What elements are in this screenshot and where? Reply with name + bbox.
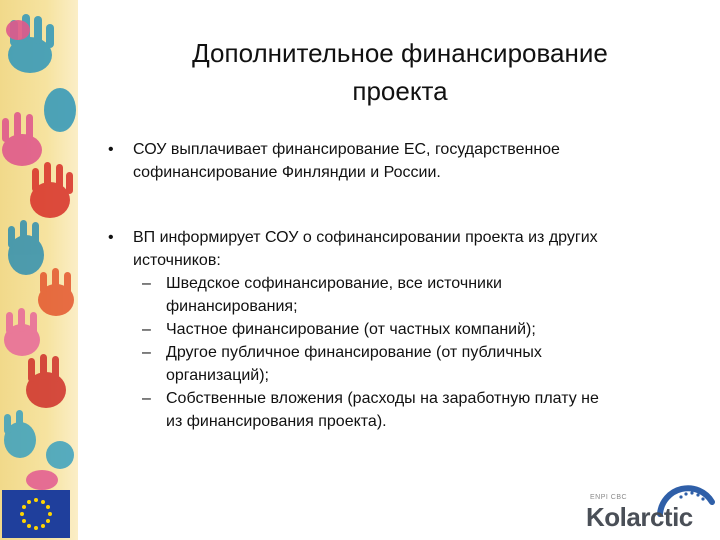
bullet-dot: •	[108, 141, 114, 158]
sub-item-1-line-2: финансирования;	[166, 298, 298, 315]
bullet-1-line-2: софинансирование Финляндии и России.	[133, 164, 441, 181]
sub-item-2	[108, 318, 678, 341]
sub-item-4-line-2: из финансирования проекта).	[166, 413, 387, 430]
slide-body	[108, 138, 678, 433]
sub-item-4	[108, 387, 678, 433]
slide-title-line-2: проекта	[352, 76, 448, 106]
bullet-item-1	[108, 138, 678, 184]
sub-dash: –	[142, 275, 151, 292]
sub-item-1	[108, 272, 678, 318]
logo-name: Kolarctic	[586, 502, 693, 532]
sub-item-3-line-1: Другое публичное финансирование (от публичных	[166, 344, 542, 361]
sub-dash: –	[142, 344, 151, 361]
painted-hands-graphic	[0, 0, 78, 490]
sub-item-2-line-1: Частное финансирование (от частных компаний);	[166, 321, 536, 338]
eu-flag-icon	[2, 490, 70, 538]
sub-dash: –	[142, 321, 151, 338]
decorative-hands-strip	[0, 0, 78, 540]
kolarctic-logo	[586, 480, 716, 538]
bullet-2-line-1: ВП информирует СОУ о софинансировании проекта из других	[133, 229, 598, 246]
sub-item-3-line-2: организаций);	[166, 367, 269, 384]
bullet-1-line-1: СОУ выплачивает финансирование ЕС, государственное	[133, 141, 560, 158]
sub-dash: –	[142, 390, 151, 407]
sub-item-1-line-1: Шведское софинансирование, все источники	[166, 275, 502, 292]
bullet-dot: •	[108, 229, 114, 246]
slide-title	[110, 34, 690, 110]
bullet-item-2	[108, 226, 678, 272]
slide-title-line-1: Дополнительное финансирование	[192, 38, 608, 68]
sub-item-4-line-1: Собственные вложения (расходы на заработную плату не	[166, 390, 599, 407]
bullet-2-line-2: источников:	[133, 252, 221, 269]
eu-stars-icon	[2, 490, 70, 538]
logo-small-text: ENPI CBC	[590, 494, 628, 501]
sub-item-3	[108, 341, 678, 387]
